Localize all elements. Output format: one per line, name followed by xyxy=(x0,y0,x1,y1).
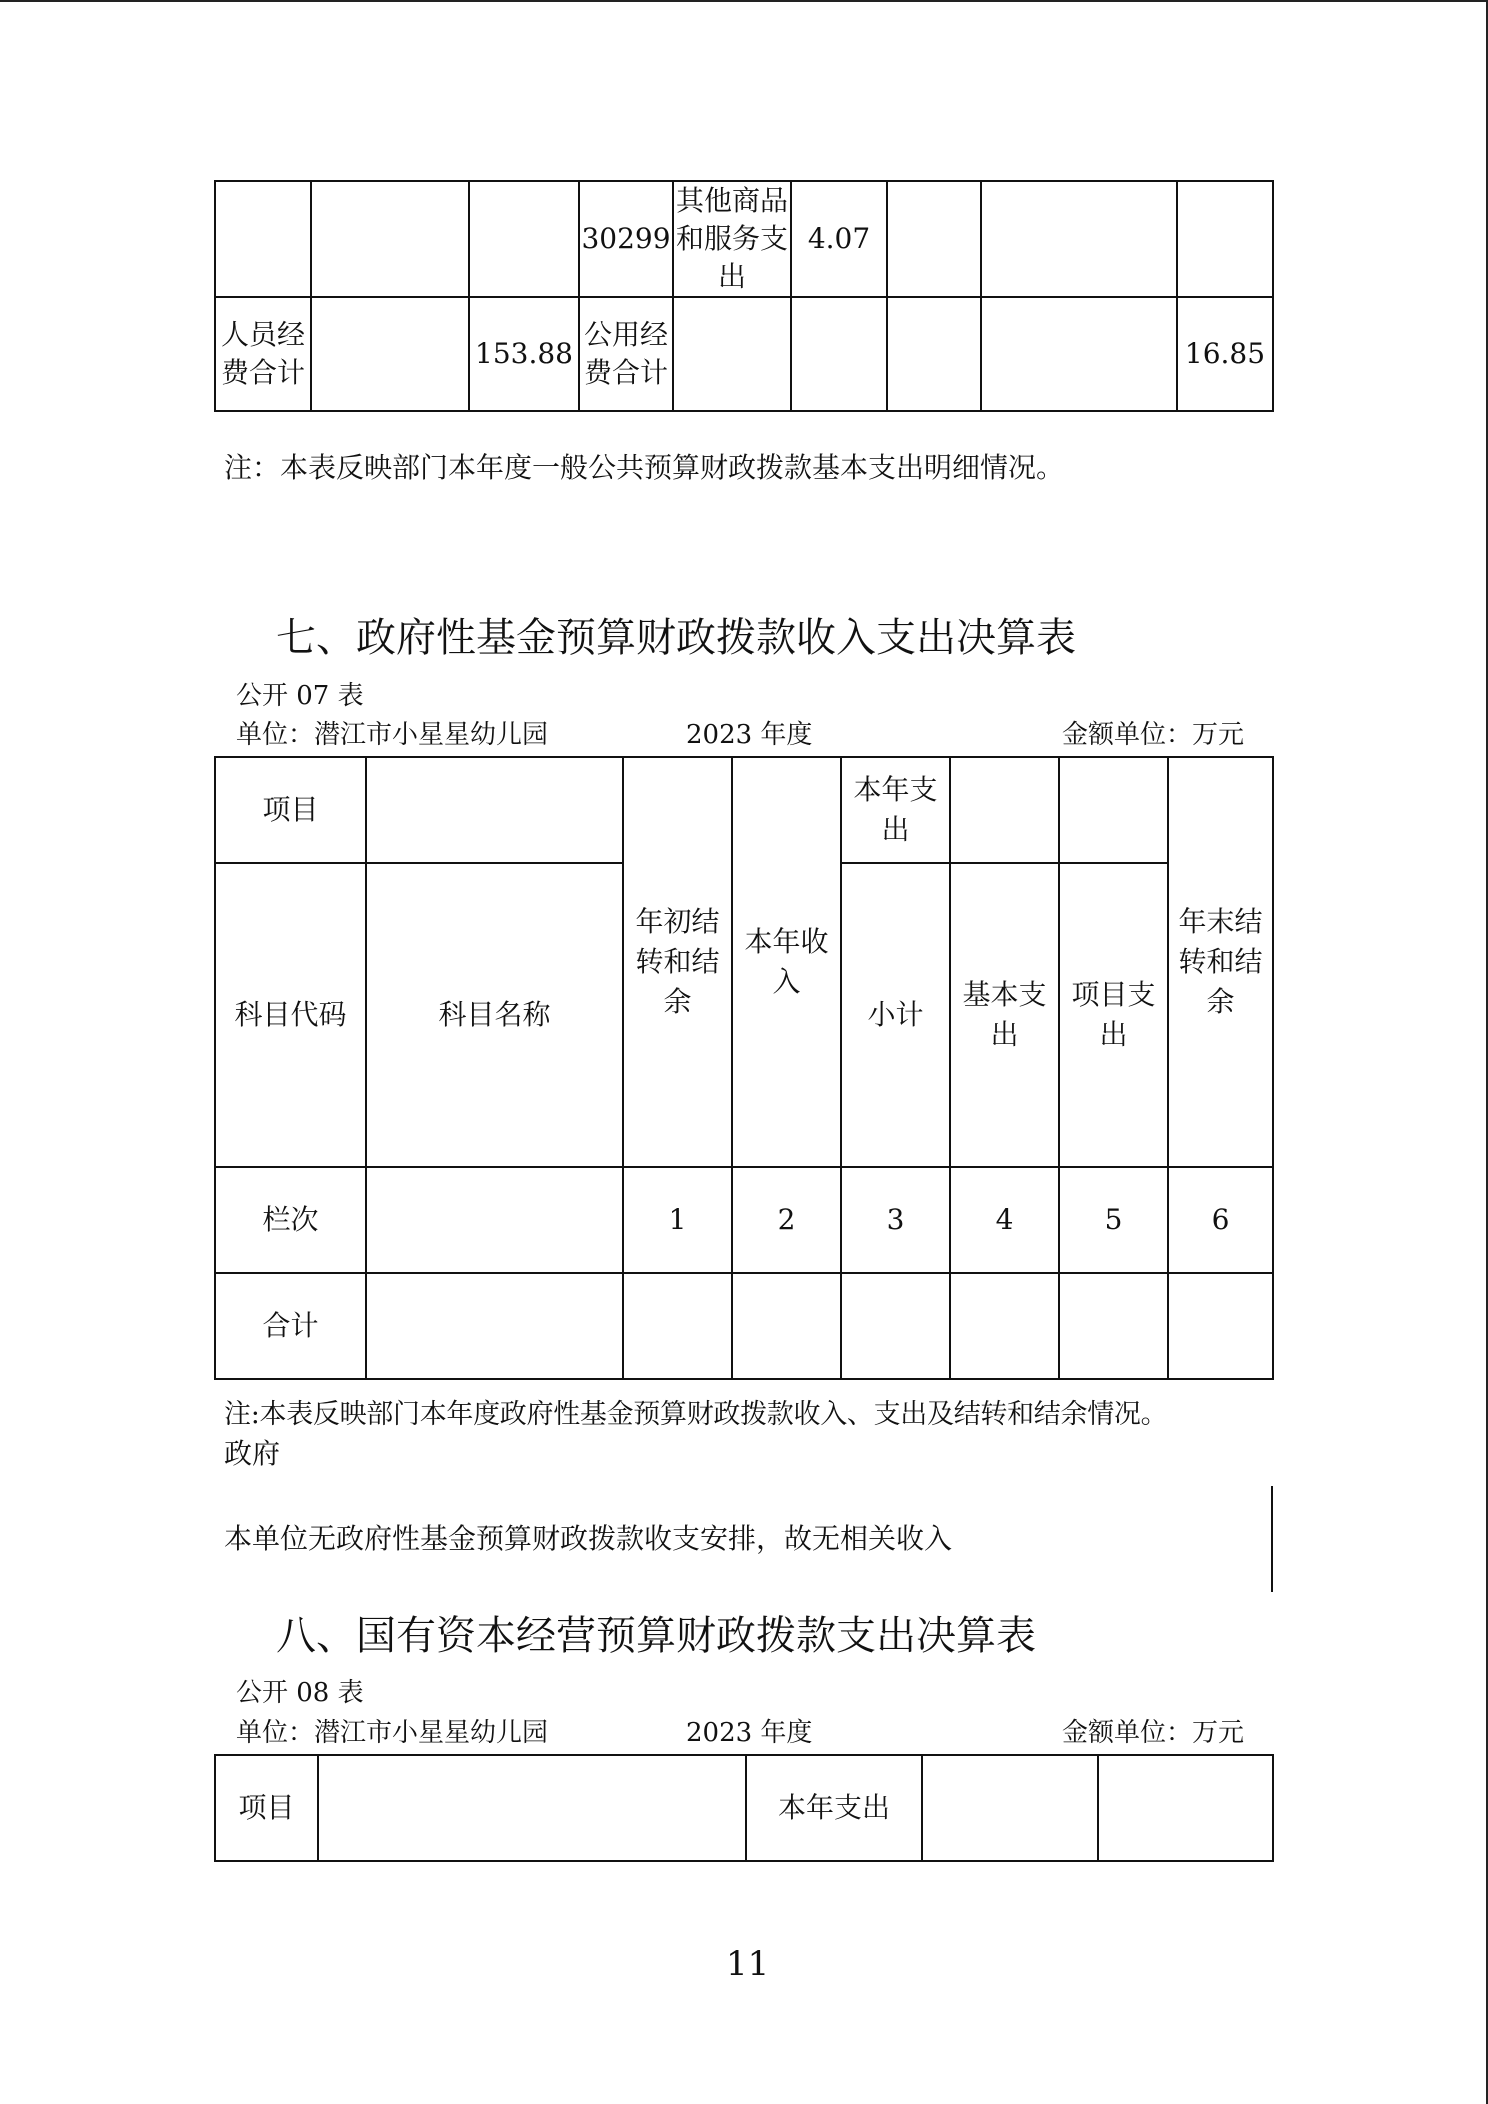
cell-empty xyxy=(215,181,311,297)
cell-empty xyxy=(1168,1273,1273,1379)
cell-empty xyxy=(887,297,981,411)
cell-empty xyxy=(732,1273,841,1379)
cell-empty xyxy=(981,181,1177,297)
header-basic: 基本支出 xyxy=(950,863,1059,1167)
cell-empty xyxy=(887,181,981,297)
header-expense: 本年支出 xyxy=(841,757,950,863)
cell-empty xyxy=(841,1273,950,1379)
column-no-4: 4 xyxy=(950,1167,1059,1273)
cell-empty xyxy=(791,297,887,411)
cell-empty xyxy=(311,297,469,411)
header-begin-balance: 年初结转和结余 xyxy=(623,757,732,1167)
column-no-1: 1 xyxy=(623,1167,732,1273)
cell-empty xyxy=(469,181,579,297)
header-empty xyxy=(950,757,1059,863)
column-no-3: 3 xyxy=(841,1167,950,1273)
cell-empty xyxy=(623,1273,732,1379)
cell-public-total: 16.85 xyxy=(1177,297,1273,411)
header-subject-name: 科目名称 xyxy=(366,863,623,1167)
section8-year: 2023 年度 xyxy=(686,1718,813,1748)
column-no-5: 5 xyxy=(1059,1167,1168,1273)
header-subtotal: 小计 xyxy=(841,863,950,1167)
vertical-rule xyxy=(1271,1486,1273,1592)
section8-table-no: 公开 08 表 xyxy=(236,1678,364,1708)
cell-empty xyxy=(1059,1273,1168,1379)
section8-unit: 单位：潜江市小星星幼儿园 xyxy=(236,1718,549,1748)
table6-note: 注：本表反映部门本年度一般公共预算财政拨款基本支出明细情况。 xyxy=(224,451,1065,484)
header-subject-code: 科目代码 xyxy=(215,863,366,1167)
header-empty xyxy=(922,1755,1098,1861)
section7-table xyxy=(214,756,1274,1380)
cell-personnel-label: 人员经费合计 xyxy=(215,297,311,411)
header-item: 项目 xyxy=(215,1755,318,1861)
section8-table xyxy=(214,1754,1274,1862)
section7-year: 2023 年度 xyxy=(686,720,813,750)
cell-personnel-total: 153.88 xyxy=(469,297,579,411)
header-expense: 本年支出 xyxy=(746,1755,922,1861)
cell-empty xyxy=(366,1273,623,1379)
header-empty xyxy=(1059,757,1168,863)
header-income: 本年收入 xyxy=(732,757,841,1167)
cell-empty xyxy=(981,297,1177,411)
cell-name: 其他商品和服务支出 xyxy=(673,181,791,297)
section7-unit: 单位：潜江市小星星幼儿园 xyxy=(236,720,549,750)
cell-empty xyxy=(366,1167,623,1273)
section8-currency: 金额单位：万元 xyxy=(1062,1718,1245,1748)
cell-empty xyxy=(673,297,791,411)
header-project: 项目支出 xyxy=(1059,863,1168,1167)
section7-title: 七、政府性基金预算财政拨款收入支出决算表 xyxy=(276,615,1076,661)
section7-statement: 本单位无政府性基金预算财政拨款收支安排，故无相关收入 xyxy=(224,1522,953,1555)
page-number: 11 xyxy=(726,1944,770,1984)
section7-note: 注:本表反映部门本年度政府性基金预算财政拨款收入、支出及结转和结余情况。 xyxy=(224,1399,1168,1430)
table6-continuation xyxy=(214,180,1274,412)
cell-public-label: 公用经费合计 xyxy=(579,297,673,411)
total-label: 合计 xyxy=(215,1273,366,1379)
section8-title: 八、国有资本经营预算财政拨款支出决算表 xyxy=(276,1613,1036,1659)
section7-table-no: 公开 07 表 xyxy=(236,681,364,711)
section7-currency: 金额单位：万元 xyxy=(1062,720,1245,750)
cell-empty xyxy=(311,181,469,297)
cell-amount: 4.07 xyxy=(791,181,887,297)
column-no-6: 6 xyxy=(1168,1167,1273,1273)
header-empty xyxy=(318,1755,746,1861)
cell-code: 30299 xyxy=(579,181,673,297)
cell-empty xyxy=(950,1273,1059,1379)
column-no-2: 2 xyxy=(732,1167,841,1273)
section7-note-cont: 政府 xyxy=(224,1437,281,1470)
header-item: 项目 xyxy=(215,757,366,863)
header-empty xyxy=(1098,1755,1273,1861)
header-end-balance: 年末结转和结余 xyxy=(1168,757,1273,1167)
cell-empty xyxy=(1177,181,1273,297)
page-top-border xyxy=(0,0,1486,2)
column-no-label: 栏次 xyxy=(215,1167,366,1273)
header-empty xyxy=(366,757,623,863)
